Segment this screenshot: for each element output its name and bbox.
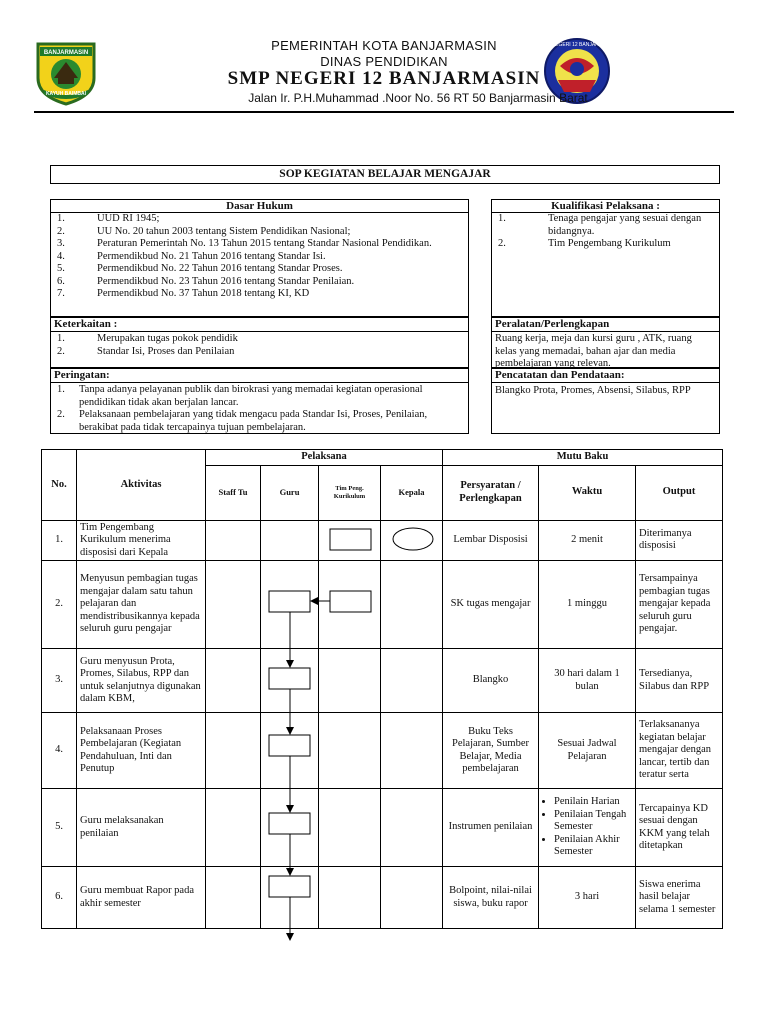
- flow-box-tim-1: [330, 529, 371, 550]
- waktu-list-item: • Penilaian Akhir Semester: [554, 834, 632, 859]
- flow-box-guru-2: [269, 591, 310, 612]
- dasar-hukum-item-number: 5.: [57, 263, 65, 274]
- pencatatan-heading: Pencatatan dan Pendataan:: [492, 369, 719, 383]
- row-number: 4.: [42, 713, 77, 789]
- kualifikasi-item-number: 2.: [498, 238, 506, 249]
- header-waktu: Waktu: [539, 465, 636, 520]
- pencatatan-text: Blangko Prota, Promes, Absensi, Silabus, RPP: [495, 385, 691, 396]
- school-logo-ring-text: SMP NEGERI 12 BANJARMASIN: [540, 42, 614, 48]
- header-mutu-baku: Mutu Baku: [443, 450, 723, 466]
- row-number: 6.: [42, 867, 77, 929]
- dasar-hukum-item-number: 2.: [57, 225, 65, 237]
- header-no: No.: [42, 450, 77, 521]
- row-aktivitas: Pelaksanaan Proses Pembelajaran (Kegiatan Pendahuluan, Inti dan Penutup: [77, 713, 206, 789]
- dasar-hukum-item-text: Permendikbud No. 21 Tahun 2016 tentang Standar Isi.: [97, 250, 326, 262]
- peringatan-item-text: Tanpa adanya pelayanan publik dan birokrasi yang memadai kegiatan operasional pendidikan tidak akan berjalan lancar.: [79, 384, 423, 408]
- row-aktivitas: Guru membuat Rapor pada akhir semester: [77, 867, 206, 929]
- peringatan-item-number: 2.: [57, 409, 65, 420]
- row-output: Tersampainya pembagian tugas mengajar kepada seluruh guru pengajar.: [636, 561, 723, 649]
- row-output: Tercapainya KD sesuai dengan KKM yang telah ditetapkan: [636, 789, 723, 867]
- row-persyaratan: Blangko: [443, 649, 539, 713]
- kualifikasi-item-text: Tenaga pengajar yang sesuai dengan bidangnya.: [548, 213, 702, 237]
- row-waktu: Sesuai Jadwal Pelajaran: [539, 713, 636, 789]
- header-aktivitas: Aktivitas: [77, 450, 206, 521]
- city-logo-top-text: BANJARMASIN: [43, 50, 89, 56]
- kualifikasi-heading: Kualifikasi Pelaksana :: [492, 200, 719, 213]
- row-output: Tersedianya, Silabus dan RPP: [636, 649, 723, 713]
- flow-box-tim-2: [330, 591, 371, 612]
- dasar-hukum-item-number: 6.: [57, 275, 65, 287]
- dept-heading: DINAS PENDIDIKAN: [320, 54, 448, 69]
- row-aktivitas: Guru menyusun Prota, Promes, Silabus, RPP dan untuk selanjutnya digunakan dalam KBM,: [77, 649, 206, 713]
- peringatan-item-number: 1.: [57, 384, 65, 395]
- school-address: Jalan Ir. P.H.Muhammad .Noor No. 56 RT 50 Banjarmasin Barat: [248, 91, 588, 105]
- row-number: 2.: [42, 561, 77, 649]
- sop-title: SOP KEGIATAN BELAJAR MENGAJAR: [50, 165, 720, 184]
- dasar-hukum-heading: Dasar Hukum: [51, 200, 468, 213]
- keterkaitan-heading: Keterkaitan :: [51, 318, 468, 332]
- peralatan-text: Ruang kerja, meja dan kursi guru , ATK, ruang kelas yang memadai, bahan ajar dan media pembelajaran yang relevan.: [495, 333, 692, 369]
- row-waktu: 1 minggu: [539, 561, 636, 649]
- flow-start-kepala: [393, 528, 433, 550]
- dasar-hukum-item-text: UU No. 20 tahun 2003 tentang Sistem Pendidikan Nasional;: [97, 225, 351, 237]
- row-persyaratan: Instrumen penilaian: [443, 789, 539, 867]
- dasar-hukum-item-text: Permendikbud No. 37 Tahun 2018 tentang KI, KD: [97, 288, 310, 299]
- row-waktu: 30 hari dalam 1 bulan: [539, 649, 636, 713]
- dasar-hukum-item-text: Permendikbud No. 23 Tahun 2016 tentang Standar Penilaian.: [97, 275, 355, 287]
- kualifikasi-item-number: 1.: [498, 213, 506, 224]
- row-aktivitas: Menyusun pembagian tugas mengajar dalam satu tahun pelajaran dan mendistribusikannya kepada seluruh guru pengajar: [77, 561, 206, 649]
- row-output: Siswa enerima hasil belajar selama 1 semester: [636, 867, 723, 929]
- row-aktivitas: Guru melaksanakan penilaian: [77, 789, 206, 867]
- kualifikasi-item-text: Tim Pengembang Kurikulum: [548, 238, 671, 249]
- header-staff-tu: Staff Tu: [206, 465, 261, 520]
- keterkaitan-item-text: Standar Isi, Proses dan Penilaian: [97, 345, 235, 357]
- dasar-hukum-item-number: 1.: [57, 213, 65, 224]
- peringatan-item-text: Pelaksanaan pembelajaran yang tidak mengacu pada Standar Isi, Proses, Penilaian, berakibat pada tidak tercapainya tujuan pembelajaran.: [79, 409, 428, 433]
- keterkaitan-item-text: Merupakan tugas pokok pendidik: [97, 333, 238, 344]
- row-persyaratan: Bolpoint, nilai-nilai siswa, buku rapor: [443, 867, 539, 929]
- flow-box-guru-6: [269, 876, 310, 897]
- row-number: 3.: [42, 649, 77, 713]
- header-output: Output: [636, 465, 723, 520]
- dasar-hukum-item-text: UUD RI 1945;: [97, 213, 160, 224]
- flow-box-guru-3: [269, 668, 310, 689]
- row-persyaratan: Buku Teks Pelajaran, Sumber Belajar, Media pembelajaran: [443, 713, 539, 789]
- keterkaitan-item-number: 2.: [57, 345, 65, 357]
- row-waktu: 3 hari: [539, 867, 636, 929]
- row-persyaratan: Lembar Disposisi: [443, 520, 539, 561]
- row-output: Diterimanya disposisi: [636, 520, 723, 561]
- peralatan-heading: Peralatan/Perlengkapan: [492, 318, 719, 332]
- row-aktivitas: Tim Pengembang Kurikulum menerima disposisi dari Kepala: [77, 520, 206, 561]
- waktu-list-item: • Penilaian Tengah Semester: [554, 809, 632, 834]
- flow-box-guru-4: [269, 735, 310, 756]
- header-kepala: Kepala: [381, 465, 443, 520]
- waktu-list-item: • Penilain Harian: [554, 796, 632, 809]
- dasar-hukum-item-number: 7.: [57, 288, 65, 299]
- row-output: Terlaksananya kegiatan belajar mengajar dengan lancar, tertib dan teratur serta: [636, 713, 723, 789]
- gov-heading: PEMERINTAH KOTA BANJARMASIN: [271, 38, 497, 53]
- header-tim: Tim Peng. Kurikulum: [319, 465, 381, 520]
- city-logo-bottom-text: KAYUH BAIMBAI: [45, 91, 87, 97]
- flow-box-guru-5: [269, 813, 310, 834]
- school-name: SMP NEGERI 12 BANJARMASIN: [227, 68, 541, 89]
- header-guru: Guru: [261, 465, 319, 520]
- dasar-hukum-item-text: Permendikbud No. 22 Tahun 2016 tentang Standar Proses.: [97, 263, 343, 274]
- dasar-hukum-item-number: 4.: [57, 250, 65, 262]
- header-pelaksana: Pelaksana: [206, 450, 443, 466]
- row-persyaratan: SK tugas mengajar: [443, 561, 539, 649]
- header-persyaratan: Persyaratan / Perlengkapan: [443, 465, 539, 520]
- dasar-hukum-item-text: Peraturan Pemerintah No. 13 Tahun 2015 tentang Standar Nasional Pendidikan.: [97, 238, 432, 249]
- dasar-hukum-item-number: 3.: [57, 238, 65, 249]
- peringatan-heading: Peringatan:: [51, 369, 468, 383]
- row-number: 5.: [42, 789, 77, 867]
- keterkaitan-item-number: 1.: [57, 333, 65, 344]
- row-waktu: 2 menit: [539, 520, 636, 561]
- row-number: 1.: [42, 520, 77, 561]
